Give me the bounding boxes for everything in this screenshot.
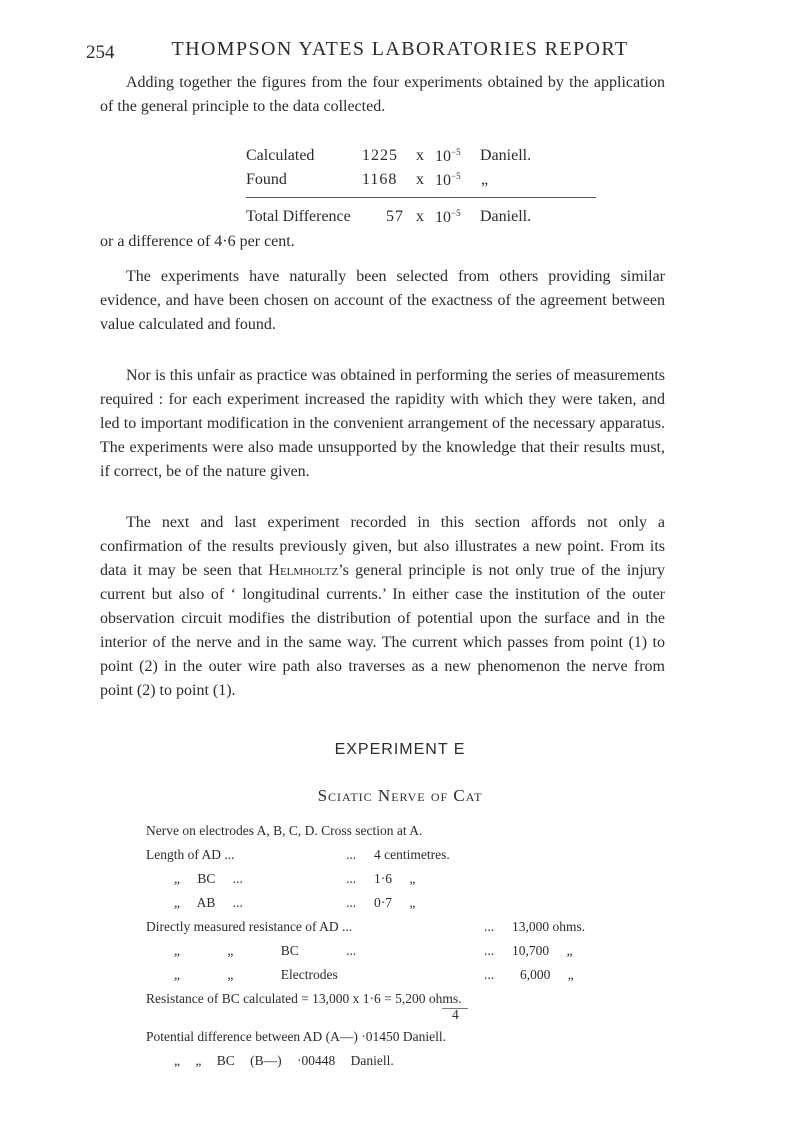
resistance-dots: ... [484,919,495,934]
electrodes-line: Nerve on electrodes A, B, C, D. Cross section at A. [146,823,423,838]
calc-line: Resistance of BC calculated = 13,000 x 1·6 = 5,200 ohms. [146,991,462,1006]
total-exponent: −5 [451,208,461,218]
total-power [435,208,461,227]
resistance-value: 10,700 „ [512,943,573,958]
paragraph-text-after: ’s general principle is not only true of the injury current but also of ‘ longitudinal currents.’ In either case the institution of the outer observation circuit modifies the distribution of potential upon the surface and in the interior of the nerve and in the same way. The current which passes from point (1) to point (2) in the outer wire path also traverses as a new phenomenon the nerve from point (2) to point (1). [100,562,666,699]
calculated-value: 1225 [362,147,398,164]
total-times: x [416,208,424,225]
calculated-unit: Daniell. [480,147,532,164]
found-power [435,171,461,190]
total-label: Total Difference [246,208,351,225]
resistance-value: 6,000 „ [520,967,574,982]
resistance-value: 13,000 ohms. [512,919,586,934]
calculated-label: Calculated [246,147,315,164]
calculated-times: x [416,147,424,164]
paragraph-practice [100,364,665,484]
person-name: Helmholtz [268,562,339,579]
length-dots: ... [346,847,357,862]
running-title: THOMPSON YATES LABORATORIES REPORT [171,38,629,60]
resistance-dots: ... [484,943,495,958]
found-base: 10 [435,172,451,189]
sum-rule [246,197,596,198]
calculated-base: 10 [435,148,451,165]
calculated-exponent: −5 [451,147,461,157]
found-exponent: −5 [451,171,461,181]
total-value: 57 [386,208,404,225]
resistance-label: „ „ Electrodes [174,967,338,982]
found-times: x [416,171,424,188]
length-value: 1·6 „ [374,871,416,886]
page-number: 254 [86,42,115,63]
total-base: 10 [435,209,451,226]
resistance-label: „ „ BC ... [174,943,357,958]
length-value: 4 centimetres. [374,847,450,862]
total-unit: Daniell. [480,208,532,225]
paragraph-text: The experiments have naturally been selected from others providing similar evidence, and have been chosen on account of the exactness of the agreement between value calculated and found. [100,268,665,333]
length-label: „ AB ... [174,895,243,910]
paragraph-text-before: The next and last experiment recorded in this section affords not only a confirmation of the results previously given, but also illustrates a new point. From its data it may be seen that [100,514,665,579]
difference-line: or a difference of 4·6 per cent. [100,233,295,250]
resistance-dots: ... [484,967,495,982]
length-dots: ... [346,871,357,886]
length-label: Length of AD ... [146,847,235,862]
calculated-power [435,147,461,166]
found-label: Found [246,171,287,188]
found-ditto: „ [481,171,489,188]
length-value: 0·7 „ [374,895,416,910]
potential-line: Potential difference between AD (A—) ·01450 Daniell. [146,1029,447,1044]
intro-text: Adding together the figures from the four experiments obtained by the application of the general principle to the data collected. [100,74,665,115]
intro-paragraph [100,71,665,119]
found-value: 1168 [362,171,398,188]
resistance-label: Directly measured resistance of AD ... [146,919,353,934]
length-label: „ BC ... [174,871,243,886]
calc-denominator: 4 [452,1007,459,1022]
potential-line: „ „ BC (B—) ·00448 Daniell. [174,1053,394,1068]
paragraph-text: Nor is this unfair as practice was obtained in performing the series of measurements required : for each experiment increased the rapidity with which they were taken, and led to important modification in the convenient arrangement of the necessary apparatus. The experiments were also made unsupported by the knowledge that their results must, if correct, be of the nature given. [100,367,665,480]
paragraph-selection [100,265,665,337]
experiment-title: EXPERIMENT E [334,741,466,758]
experiment-subtitle: Sciatic Nerve of Cat [317,786,483,805]
paragraph-last-experiment [100,511,665,703]
length-dots: ... [346,895,357,910]
